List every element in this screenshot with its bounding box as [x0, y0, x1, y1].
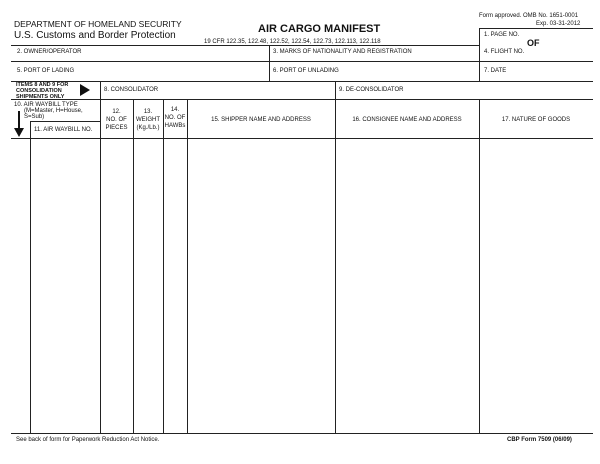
awb-type-label: 10. AIR WAYBILL TYPE	[14, 102, 78, 108]
date-input[interactable]	[482, 63, 592, 80]
rule-table-bottom	[11, 433, 593, 434]
rule-mid-column	[269, 45, 270, 81]
rule-awb-split	[30, 121, 100, 122]
agency-subname: U.S. Customs and Border Protection	[14, 30, 176, 41]
nature-header: 17. NATURE OF GOODS	[501, 117, 571, 123]
port-lading-label: 5. PORT OF LADING	[17, 68, 75, 74]
items-note-line1: ITEMS 8 AND 9 FOR	[16, 82, 69, 88]
rule-consol-left	[100, 81, 101, 99]
weight-cell[interactable]	[134, 139, 163, 432]
page-of-label: OF	[527, 38, 540, 48]
port-lading-input[interactable]	[15, 63, 265, 80]
port-unlading-label: 6. PORT OF UNLADING	[273, 68, 339, 74]
page-no-label: 1. PAGE NO.	[484, 32, 520, 38]
date-label: 7. DATE	[484, 68, 507, 74]
consolidator-input[interactable]	[102, 82, 333, 98]
rule-row-3	[11, 99, 593, 100]
weight-header: 13. WEIGHT (Kg./Lb.)	[136, 109, 160, 131]
deconsolidator-input[interactable]	[337, 82, 591, 98]
omb-expiration: Exp. 03-31-2012	[536, 21, 581, 27]
awb-no-cell[interactable]	[31, 139, 100, 432]
pieces-header: 12. NO. OF PIECES	[105, 109, 128, 131]
marks-nationality-input[interactable]	[271, 46, 476, 60]
owner-operator-label: 2. OWNER/OPERATOR	[17, 49, 82, 55]
consignee-header: 16. CONSIGNEE NAME AND ADDRESS	[352, 117, 462, 123]
awb-no-label: 11. AIR WAYBILL NO.	[34, 127, 93, 133]
form-number: CBP Form 7509 (06/09)	[507, 437, 572, 443]
awb-type-cell[interactable]	[11, 139, 30, 432]
consignee-cell[interactable]	[336, 139, 479, 432]
awb-type-hint-2: S=Sub)	[24, 114, 45, 120]
rule-right-column	[479, 28, 480, 81]
rule-consol-mid	[335, 81, 336, 99]
arrow-down-icon	[14, 111, 24, 137]
cfr-citation: 19 CFR 122.35, 122.48, 122.52, 122.54, 122.73, 122.113, 122.118	[204, 39, 381, 45]
rule-page-box-top	[479, 28, 593, 29]
deconsolidator-label: 9. DE-CONSOLIDATOR	[339, 87, 404, 93]
owner-operator-input[interactable]	[15, 46, 265, 60]
nature-cell[interactable]	[480, 139, 593, 432]
omb-approval: Form approved. OMB No. 1651-0001	[479, 13, 579, 19]
flight-no-label: 4. FLIGHT NO.	[484, 49, 525, 55]
port-unlading-input[interactable]	[271, 63, 476, 80]
awb-type-hint: (M=Master, H=House,	[24, 108, 83, 114]
agency-name: DEPARTMENT OF HOMELAND SECURITY	[14, 19, 182, 29]
consolidator-label: 8. CONSOLIDATOR	[104, 87, 159, 93]
rule-row-1	[11, 61, 593, 62]
hawbs-cell[interactable]	[164, 139, 187, 432]
marks-nationality-label: 3. MARKS OF NATIONALITY AND REGISTRATION	[273, 49, 412, 55]
flight-no-input[interactable]	[482, 46, 592, 60]
form-title: AIR CARGO MANIFEST	[258, 23, 381, 35]
items-note-line3: SHIPMENTS ONLY	[16, 94, 65, 100]
arrow-right-icon	[80, 84, 90, 96]
hawbs-header: 14. NO. OF HAWBs	[164, 107, 186, 129]
shipper-header: 15. SHIPPER NAME AND ADDRESS	[211, 117, 311, 123]
items-note-line2: CONSOLIDATION	[16, 88, 62, 94]
shipper-cell[interactable]	[188, 139, 335, 432]
pieces-cell[interactable]	[101, 139, 133, 432]
paperwork-notice: See back of form for Paperwork Reduction Act Notice.	[16, 437, 160, 443]
